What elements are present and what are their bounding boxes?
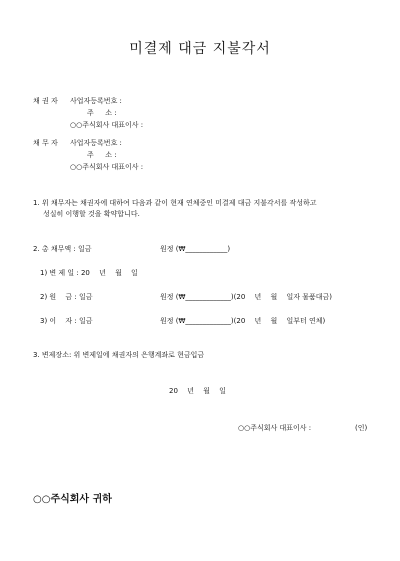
clause2-head-left: 2. 총 채무액 : 일금 xyxy=(33,245,92,253)
seal-mark: (인) xyxy=(355,424,368,432)
signature-label: ○○주식회사 대표이사 : xyxy=(238,424,312,432)
creditor-rep-label: ○○주식회사 대표이사 : xyxy=(70,121,144,129)
clause2-item2-right: 원정 (₩_____________)(20 년 월 일자 물품대금) xyxy=(160,293,332,301)
debtor-label: 채 무 자 xyxy=(33,139,58,147)
clause3-text: 3. 변제장소: 위 변제일에 채권자의 은행계좌로 현금입금 xyxy=(33,351,205,359)
addressee: ○○주식회사 귀하 xyxy=(33,494,112,505)
clause2-item3-right: 원정 (₩_____________)(20 년 월 일부터 연체) xyxy=(160,317,326,325)
debtor-rep-label: ○○주식회사 대표이사 : xyxy=(70,163,144,171)
clause2-item1: 1) 변 제 일 : 20 년 월 일 xyxy=(40,269,138,277)
debtor-address-label: 주 소 : xyxy=(87,151,117,159)
creditor-label: 채 권 자 xyxy=(33,97,58,105)
clause1-line2: 성실히 이행할 것을 확약합니다. xyxy=(43,210,140,218)
clause2-head-right: 원정 (₩____________) xyxy=(160,245,231,253)
date-line: 20 년 월 일 xyxy=(169,387,226,395)
creditor-reg-no-label: 사업자등록번호 : xyxy=(70,97,122,105)
clause2-item3-left: 3) 이 자 : 일금 xyxy=(40,317,93,325)
clause2-item2-left: 2) 원 금 : 일금 xyxy=(40,293,93,301)
document-title: 미결제 대금 지불각서 xyxy=(129,41,271,57)
clause1-line1: 1. 위 채무자는 채권자에 대하여 다음과 같이 현재 연체중인 미결제 대금 지불각서를 작성하고 xyxy=(33,199,317,207)
debtor-reg-no-label: 사업자등록번호 : xyxy=(70,139,122,147)
creditor-address-label: 주 소 : xyxy=(87,109,117,117)
